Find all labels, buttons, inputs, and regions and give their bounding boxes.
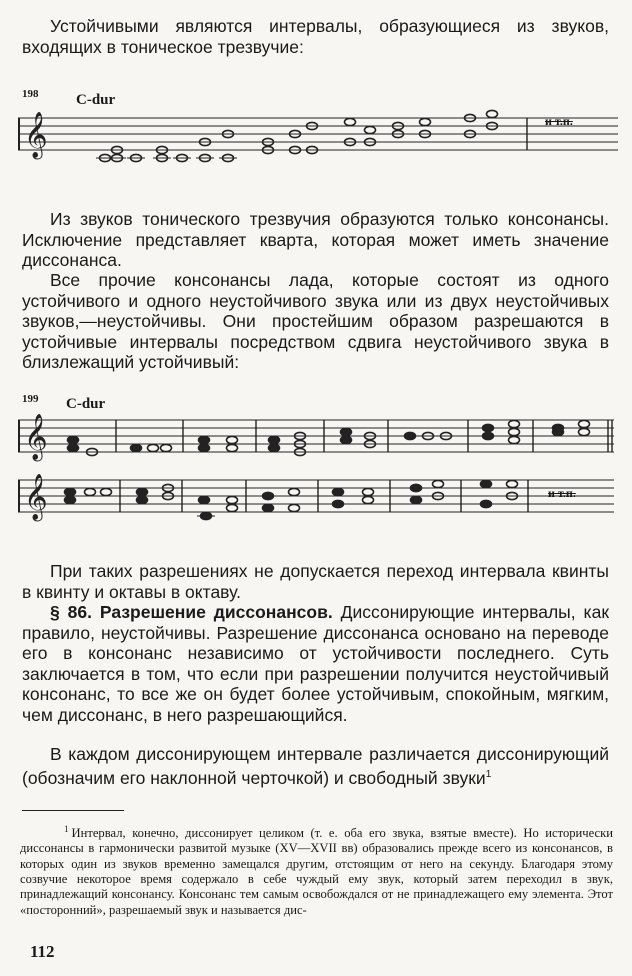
footnote <box>20 822 613 918</box>
paragraph-6-text: В каждом диссонирующем интервале различается диссонирующий (обозначим его наклонной черточкой) и свободный звуки <box>22 744 609 788</box>
section-86-body: Диссонирующие интервалы, как правило, неустойчивы. Разрешение диссонанса основано на переводе его в консонанс независимо от устойчивости последнего. Суть заключается в том, что если при разрешении получится неустойчивый консонанс, то все же он будет более устойчивым, спокойным, мягким, чем диссонанс, в него разрешающийся. <box>22 602 609 725</box>
example-199-number: 199 <box>22 393 39 405</box>
example-199-staff-1 <box>18 410 618 470</box>
paragraph-4: При таких разрешениях не допускается переход интервала квинты в квинту и октавы в октаву. <box>22 561 609 602</box>
section-86-heading: § 86. Разрешение диссонансов. <box>50 602 333 622</box>
section-86-paragraph <box>22 602 609 725</box>
footnote-text: Интервал, конечно, диссонирует целиком (т. е. оба его звука, взятые вместе). Но исторически диссонансы в гармонически развитой музыке (XV—XVII вв) образовались прежде всего из консонансов, в которых один из звуков временно замещался другим, отстоящим от него на секунду. Благодаря этому созвучие некоторое время содержало в себе чуждый ему звук, который затем переходил в звук, принадлежащий консонансу. Консонанс тем самым освобождался от не принадлежащего ему элемента. Этот «посторонний», разрешаемый звук и называется дис- <box>20 826 613 917</box>
svg-text:𝄞: 𝄞 <box>24 414 48 460</box>
example-199-ending: и т.п. <box>548 486 576 500</box>
example-198-number: 198 <box>22 88 39 100</box>
paragraph-6 <box>22 744 609 788</box>
svg-text:𝄞: 𝄞 <box>24 112 48 158</box>
page-number: 112 <box>30 942 55 961</box>
example-198-key: C-dur <box>76 92 116 108</box>
svg-text:𝄞: 𝄞 <box>24 474 48 520</box>
intro-paragraph: Устойчивыми являются интервалы, образующиеся из звуков, входящих в тоническое трезвучие: <box>22 16 609 57</box>
footnote-marker: 1 <box>64 824 69 834</box>
footnote-ref[interactable]: 1 <box>485 768 492 780</box>
example-198-staff <box>18 108 618 168</box>
example-198-ending: и т.п. <box>545 114 573 128</box>
example-199-staff-2 <box>18 470 618 530</box>
footnote-divider <box>22 810 124 811</box>
example-199-key: C-dur <box>66 396 106 412</box>
paragraph-3: Все прочие консонансы лада, которые состоят из одного устойчивого и одного неустойчивого звука или из двух неустойчивых звуков,—неустойчивы. Они простейшим образом разрешаются в устойчивые интервалы посредством сдвига неустойчивого звука в близлежащий устойчивый: <box>22 270 609 372</box>
paragraph-2: Из звуков тонического трезвучия образуются только консонансы. Исключение представляет кварта, которая может иметь значение диссонанса. <box>22 209 609 270</box>
